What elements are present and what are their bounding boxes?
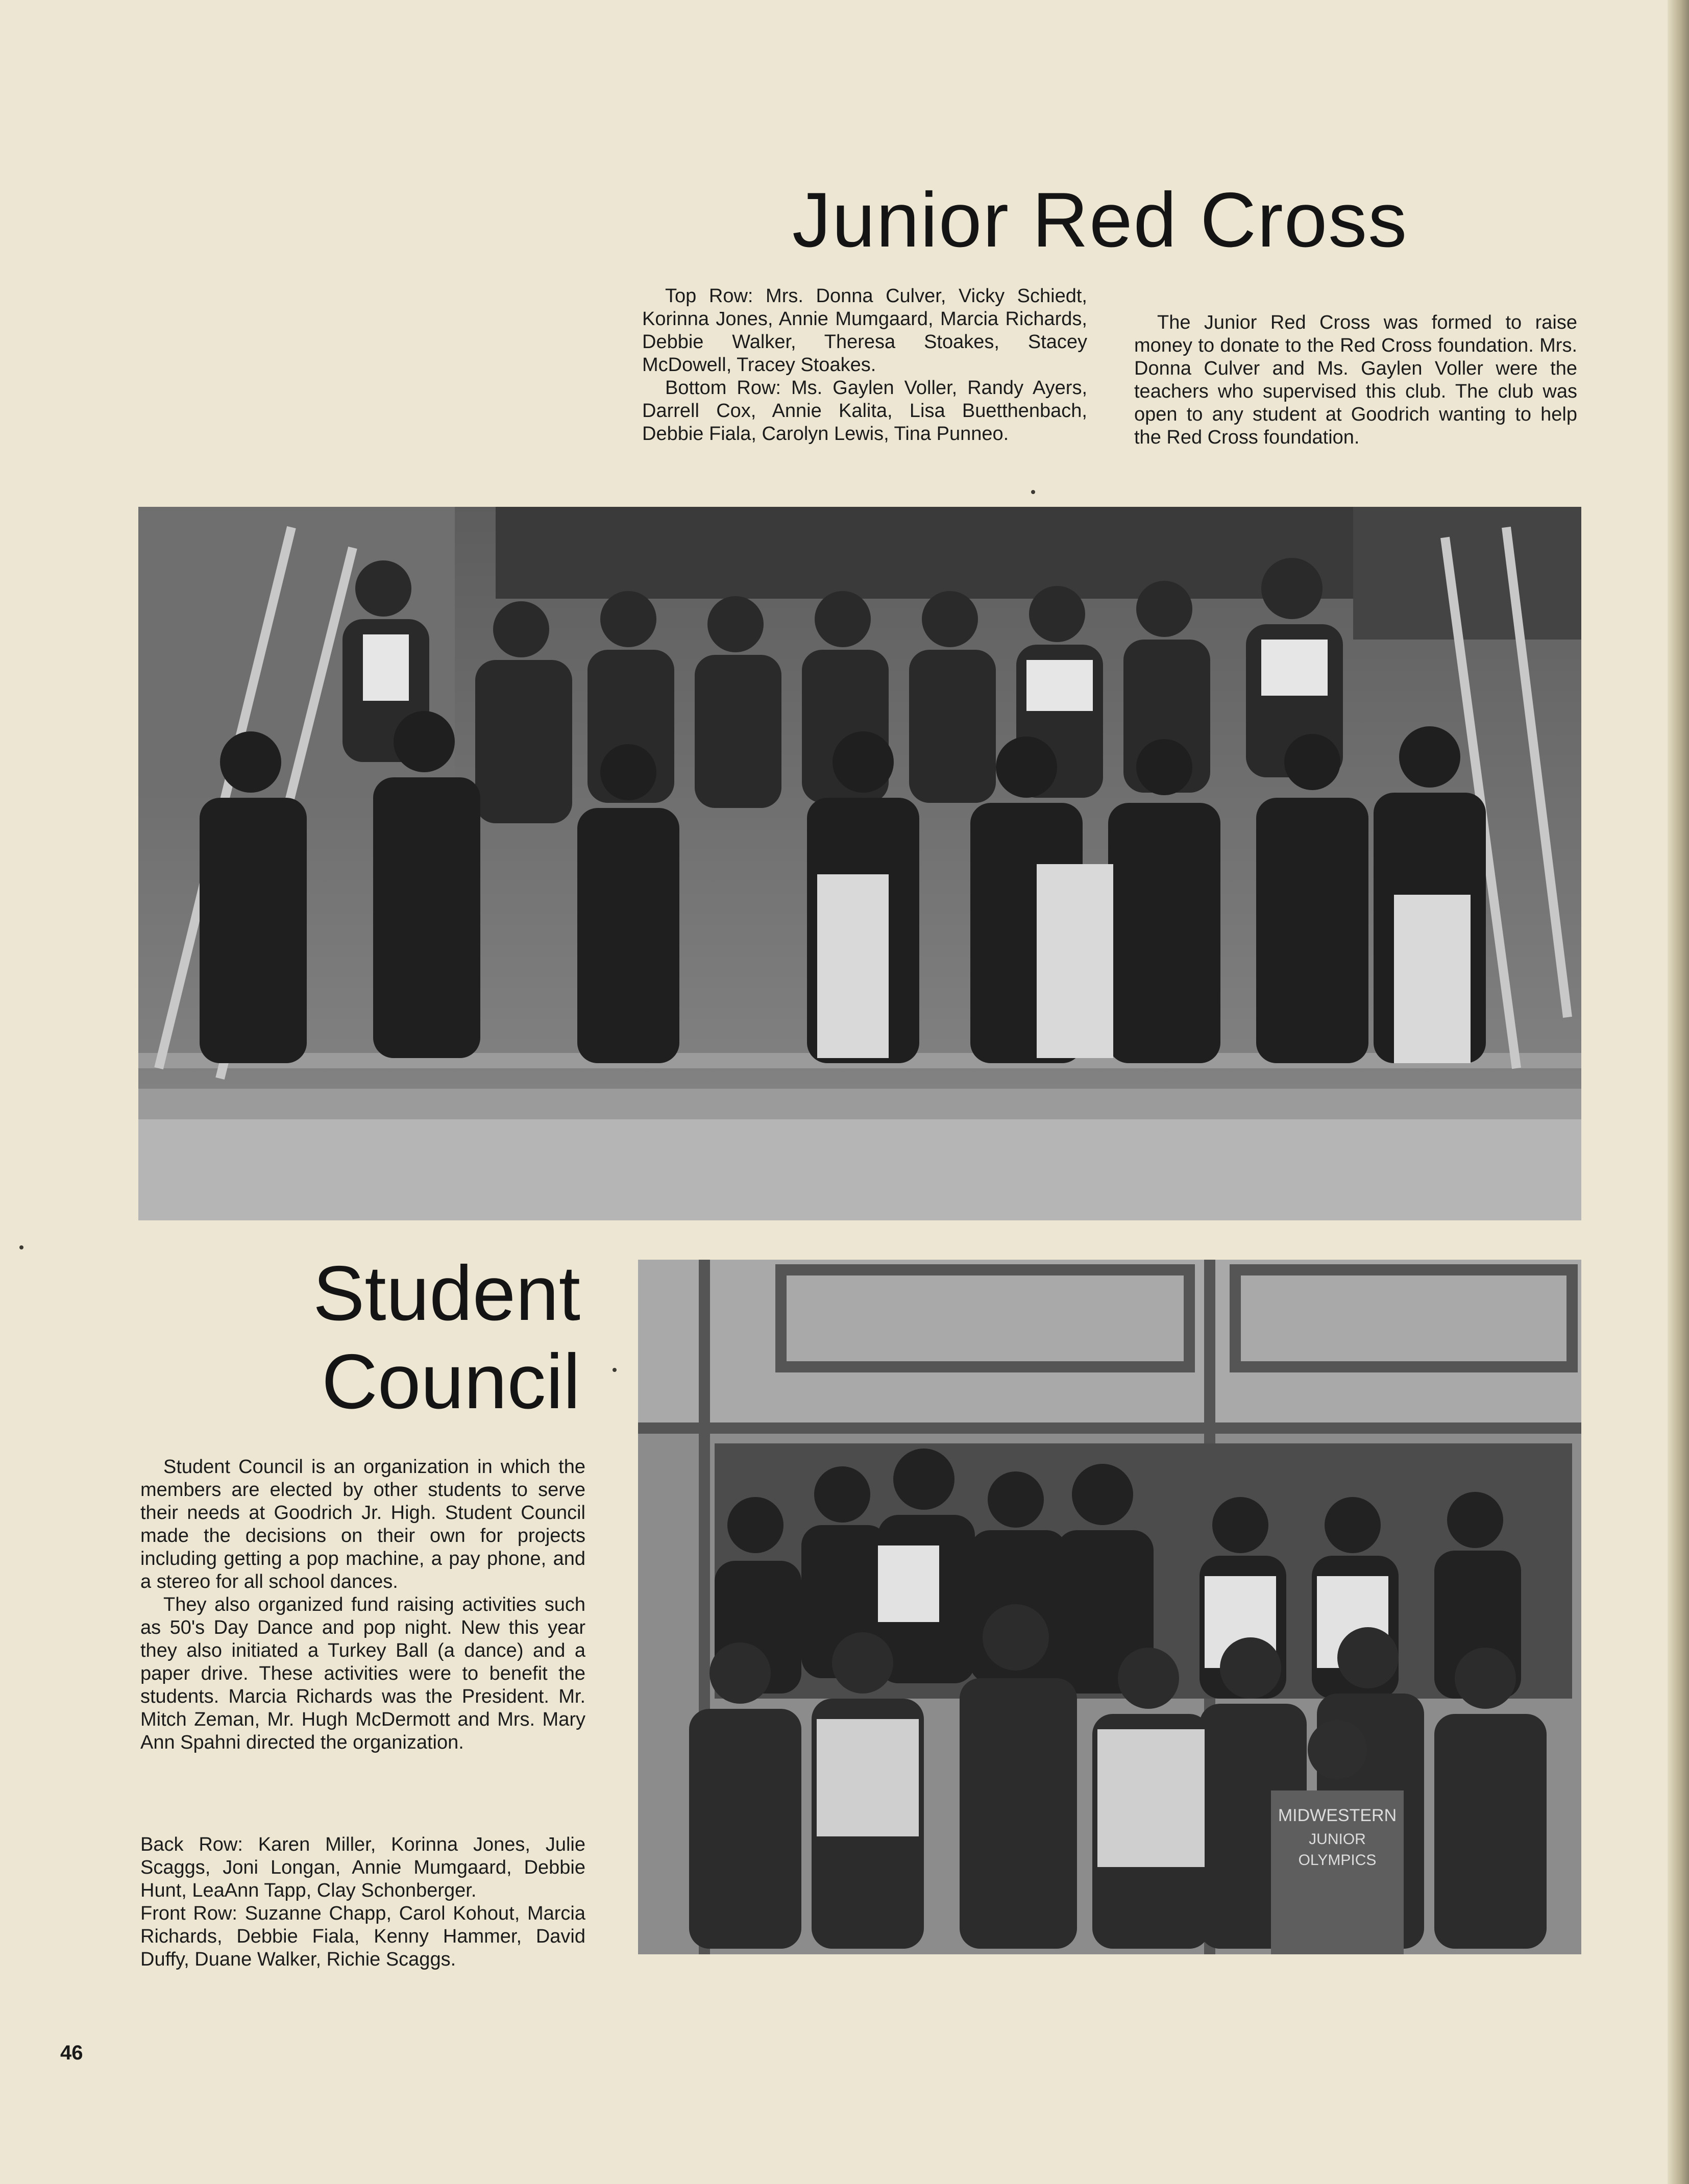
student-council-group-photo: [638, 1260, 1581, 1954]
student-council-body: [140, 1456, 585, 1754]
jrc-bottom-row-caption: Bottom Row: Ms. Gaylen Voller, Randy Ayers, Darrell Cox, Annie Kalita, Lisa Buetthenbach, Debbie Fiala, Carolyn Lewis, Tina Punneo.: [642, 377, 1087, 445]
junior-red-cross-group-photo: [138, 507, 1581, 1220]
jrc-description-text: The Junior Red Cross was formed to raise money to donate to the Red Cross foundation. Mrs. Donna Culver and Ms. Gaylen Voller were the teachers who supervised this club. The club was open to any student at Goodrich wanting to help the Red Cross foundation.: [1134, 312, 1577, 448]
junior-red-cross-title: Junior Red Cross: [792, 177, 1408, 263]
sc-paragraph-1: Student Council is an organization in which the members are elected by other students to serve their needs at Goodrich Jr. High. Student Council made the decisions on their own for projects including getting a pop machine, a pay phone, and a stereo for all school dances.: [140, 1456, 585, 1592]
junior-red-cross-description: [1134, 311, 1577, 449]
sc-front-row-caption: Front Row: Suzanne Chapp, Carol Kohout, Marcia Richards, Debbie Fiala, Kenny Hammer, David Duffy, Duane Walker, Richie Scaggs.: [140, 1903, 585, 1970]
sc-back-row-caption: Back Row: Karen Miller, Korinna Jones, Julie Scaggs, Joni Longan, Annie Mumgaard, Debbie Hunt, LeaAnn Tapp, Clay Schonberger.: [140, 1834, 585, 1901]
page-binding-edge: [1668, 0, 1689, 2184]
student-council-title: [313, 1249, 580, 1427]
student-council-member-caption: [140, 1833, 585, 1971]
junior-red-cross-caption: [642, 285, 1087, 446]
jrc-top-row-caption: Top Row: Mrs. Donna Culver, Vicky Schiedt, Korinna Jones, Annie Mumgaard, Marcia Richards, Debbie Walker, Theresa Stoakes, Stacey McDowell, Tracey Stoakes.: [642, 285, 1087, 376]
tshirt-print-line2: JUNIOR: [1309, 1831, 1366, 1848]
student-council-title-line2: Council: [322, 1338, 580, 1426]
page-number: 46: [60, 2042, 83, 2064]
tshirt-print-line1: MIDWESTERN: [1278, 1806, 1397, 1825]
student-council-title-line1: Student: [313, 1250, 580, 1337]
sc-paragraph-2: They also organized fund raising activities such as 50's Day Dance and pop night. New this year they also initiated a Turkey Ball (a dance) and a paper drive. These activities were to benefit the students. Marcia Richards was the President. Mr. Mitch Zeman, Mr. Hugh McDermott and Mrs. Mary Ann Spahni directed the organization.: [140, 1594, 585, 1753]
tshirt-print-line3: OLYMPICS: [1298, 1852, 1377, 1869]
print-speck: [613, 1368, 617, 1372]
print-speck: [19, 1245, 23, 1249]
print-speck: [1031, 490, 1035, 494]
